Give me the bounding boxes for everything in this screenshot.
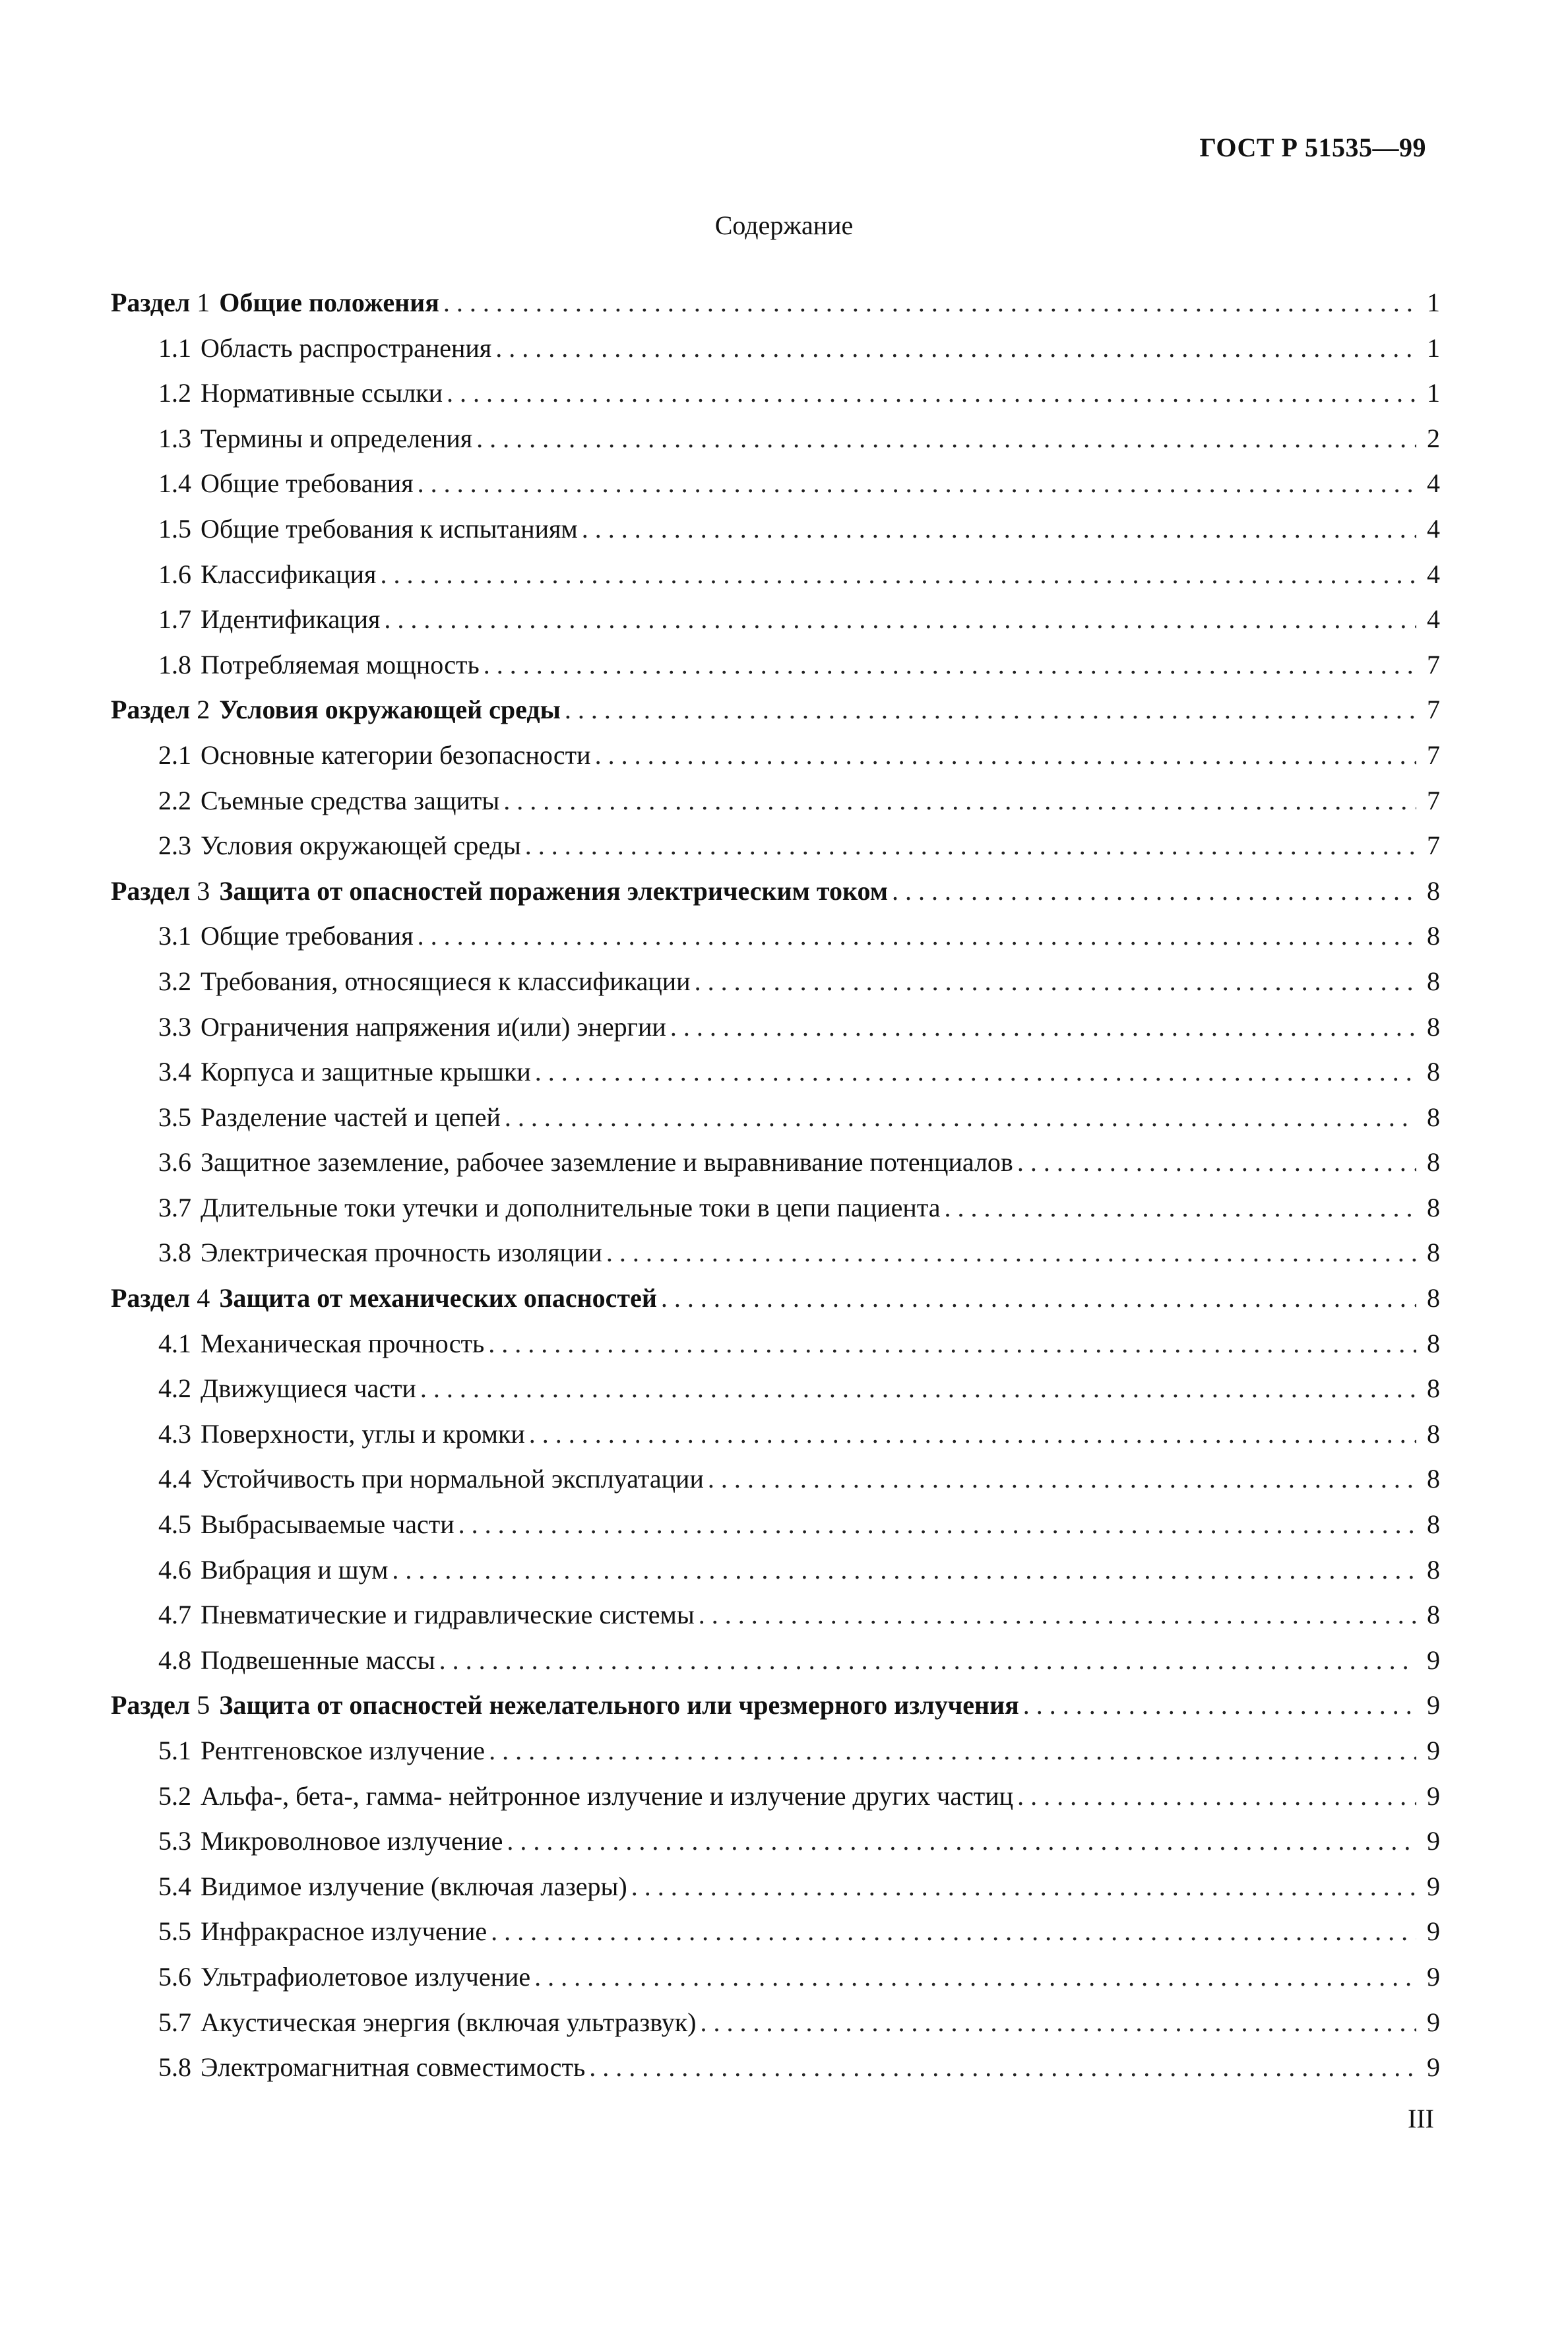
toc-title: Содержание: [714, 210, 854, 240]
dot-leader: [700, 2000, 1416, 2046]
dot-leader: [1023, 1683, 1416, 1728]
item-number: 4.1: [158, 1328, 191, 1358]
item-number: 5.2: [158, 1781, 191, 1811]
item-number: 1.5: [158, 513, 191, 544]
item-number: 4.6: [158, 1554, 191, 1585]
toc-item-row[interactable]: [111, 1230, 1440, 1276]
item-number: 2.2: [158, 785, 191, 815]
toc-item-row[interactable]: [111, 326, 1440, 371]
page-ref: 8: [1427, 1147, 1440, 1178]
toc-item-row[interactable]: [111, 1864, 1440, 1910]
page-ref: 8: [1427, 1011, 1440, 1042]
item-title: Ограничения напряжения и(или) энергии: [201, 1011, 666, 1042]
dot-leader: [476, 416, 1416, 462]
toc-section-row[interactable]: [111, 869, 1440, 914]
item-title: Ультрафиолетовое излучение: [201, 1961, 531, 1992]
item-number: 1.3: [158, 423, 191, 453]
page-ref: 8: [1427, 1373, 1440, 1404]
toc-item-row[interactable]: [111, 371, 1440, 416]
toc-item-row[interactable]: [111, 1728, 1440, 1774]
toc-item-row[interactable]: [111, 1955, 1440, 2000]
toc-section-row[interactable]: [111, 687, 1440, 733]
section-word: Раздел: [111, 288, 191, 317]
item-title: Требования, относящиеся к классификации: [201, 966, 691, 996]
dot-leader: [595, 733, 1416, 778]
section-word: Раздел: [111, 875, 191, 906]
page-ref: 1: [1427, 378, 1440, 408]
toc-item-row[interactable]: [111, 1412, 1440, 1457]
toc-item-row[interactable]: [111, 552, 1440, 598]
toc-item-row[interactable]: [111, 1819, 1440, 1864]
toc-item-row[interactable]: [111, 823, 1440, 869]
item-title: Основные категории безопасности: [201, 740, 591, 770]
item-title: Длительные токи утечки и дополнительные токи в цепи пациента: [201, 1192, 941, 1222]
section-number: 1: [197, 288, 210, 317]
dot-leader: [503, 778, 1416, 824]
toc-item-row[interactable]: [111, 1457, 1440, 1502]
toc-section-row[interactable]: [111, 1683, 1440, 1728]
item-number: 5.5: [158, 1916, 191, 1947]
page-ref: 8: [1427, 1509, 1440, 1540]
dot-leader: [631, 1864, 1416, 1910]
item-title: Классификация: [201, 559, 377, 589]
item-number: 3.1: [158, 921, 191, 951]
item-number: 4.2: [158, 1373, 191, 1404]
item-number: 5.4: [158, 1871, 191, 1901]
item-title: Вибрация и шум: [201, 1554, 389, 1585]
dot-leader: [699, 1592, 1416, 1638]
item-title: Съемные средства защиты: [201, 785, 500, 815]
dot-leader: [443, 280, 1416, 326]
toc-item-row[interactable]: [111, 1909, 1440, 1955]
item-number: 1.8: [158, 649, 191, 679]
toc-section-row[interactable]: [111, 280, 1440, 326]
dot-leader: [488, 1321, 1416, 1367]
item-title: Поверхности, углы и кромки: [201, 1418, 525, 1449]
section-word: Раздел: [111, 695, 191, 725]
toc-item-row[interactable]: [111, 416, 1440, 462]
page-ref: 9: [1427, 1645, 1440, 1675]
item-title: Общие требования к испытаниям: [201, 513, 578, 544]
item-title: Разделение частей и цепей: [201, 1102, 501, 1132]
item-title: Акустическая энергия (включая ультразвук): [201, 2007, 697, 2037]
page-ref: 9: [1427, 1690, 1440, 1720]
section-title: Общие положения: [219, 288, 439, 317]
dot-leader: [606, 1230, 1416, 1276]
item-title: Инфракрасное излучение: [201, 1916, 487, 1947]
toc-item-row[interactable]: [111, 778, 1440, 824]
item-number: 4.8: [158, 1645, 191, 1675]
item-title: Движущиеся части: [201, 1373, 416, 1404]
item-title: Нормативные ссылки: [201, 378, 443, 408]
item-number: 1.7: [158, 604, 191, 635]
standard-code: ГОСТ Р 51535—99: [1199, 133, 1426, 162]
item-title: Термины и определения: [201, 423, 473, 453]
item-number: 3.8: [158, 1238, 191, 1268]
item-title: Защитное заземление, рабочее заземление и выравнивание потенциалов: [201, 1147, 1013, 1178]
section-number: 2: [197, 695, 210, 725]
page-ref: 7: [1427, 649, 1440, 679]
section-word: Раздел: [111, 1283, 191, 1313]
item-number: 1.6: [158, 559, 191, 589]
item-title: Общие требования: [201, 468, 414, 499]
page-ref: 7: [1427, 740, 1440, 770]
toc-item-row[interactable]: [111, 733, 1440, 778]
item-number: 3.7: [158, 1192, 191, 1222]
toc-item-row[interactable]: [111, 1502, 1440, 1548]
page-ref: 9: [1427, 1826, 1440, 1856]
item-title: Электромагнитная совместимость: [201, 2052, 586, 2083]
dot-leader: [392, 1548, 1416, 1593]
toc-item-row[interactable]: [111, 959, 1440, 1005]
item-number: 4.7: [158, 1600, 191, 1630]
toc-item-row[interactable]: [111, 1095, 1440, 1141]
dot-leader: [491, 1909, 1416, 1955]
dot-leader: [1017, 1774, 1416, 1819]
page-ref: 8: [1427, 921, 1440, 951]
item-number: 1.4: [158, 468, 191, 499]
page-ref: 7: [1427, 831, 1440, 861]
item-title: Условия окружающей среды: [201, 831, 521, 861]
page-ref: 8: [1427, 1328, 1440, 1358]
section-word: Раздел: [111, 1690, 191, 1720]
toc-item-row[interactable]: [111, 1321, 1440, 1367]
item-number: 3.2: [158, 966, 191, 996]
page-ref: 7: [1427, 785, 1440, 815]
item-title: Устойчивость при нормальной эксплуатации: [201, 1464, 704, 1494]
item-number: 5.1: [158, 1736, 191, 1765]
dot-leader: [695, 959, 1416, 1005]
page-ref: 8: [1427, 1554, 1440, 1585]
page-ref: 7: [1427, 695, 1440, 725]
dot-leader: [529, 1412, 1416, 1457]
toc-item-row[interactable]: [111, 1638, 1440, 1684]
toc-item-row[interactable]: [111, 2000, 1440, 2046]
dot-leader: [507, 1819, 1416, 1864]
section-title: Условия окружающей среды: [219, 695, 561, 725]
page-ref: 8: [1427, 1418, 1440, 1449]
item-title: Потребляемая мощность: [201, 649, 480, 679]
page-ref: 8: [1427, 1102, 1440, 1132]
dot-leader: [1017, 1140, 1416, 1185]
item-title: Микроволновое излучение: [201, 1826, 503, 1856]
toc-item-row[interactable]: [111, 1050, 1440, 1095]
dot-leader: [489, 1728, 1416, 1774]
dot-leader: [447, 371, 1416, 416]
item-number: 4.4: [158, 1464, 191, 1494]
item-title: Пневматические и гидравлические системы: [201, 1600, 695, 1630]
dot-leader: [484, 643, 1416, 688]
item-number: 4.5: [158, 1509, 191, 1540]
dot-leader: [420, 1366, 1416, 1412]
dot-leader: [892, 869, 1416, 914]
item-number: 1.1: [158, 332, 191, 363]
item-number: 3.5: [158, 1102, 191, 1132]
toc-item-row[interactable]: [111, 1140, 1440, 1185]
toc-item-row[interactable]: [111, 1366, 1440, 1412]
toc-item-row[interactable]: [111, 597, 1440, 643]
dot-leader: [439, 1638, 1416, 1684]
page-ref: 9: [1427, 1916, 1440, 1947]
toc-item-row[interactable]: [111, 461, 1440, 507]
item-title: Подвешенные массы: [201, 1645, 435, 1675]
page-ref: 8: [1427, 1600, 1440, 1630]
page-ref: 8: [1427, 1283, 1440, 1313]
table-of-contents: [111, 280, 1440, 2091]
item-title: Общие требования: [201, 921, 414, 951]
dot-leader: [582, 507, 1416, 552]
item-title: Механическая прочность: [201, 1328, 485, 1358]
page-ref: 9: [1427, 2052, 1440, 2083]
dot-leader: [708, 1457, 1416, 1502]
item-title: Корпуса и защитные крышки: [201, 1057, 531, 1087]
item-title: Электрическая прочность изоляции: [201, 1238, 602, 1268]
dot-leader: [670, 1005, 1416, 1050]
page-ref: 1: [1427, 332, 1440, 363]
page-ref: 9: [1427, 2007, 1440, 2037]
dot-leader: [945, 1185, 1416, 1231]
page-ref: 8: [1427, 1238, 1440, 1268]
section-number: 3: [197, 875, 210, 906]
page-ref: 9: [1427, 1736, 1440, 1765]
toc-item-row[interactable]: [111, 1185, 1440, 1231]
toc-item-row[interactable]: [111, 643, 1440, 688]
section-title: Защита от механических опасностей: [219, 1283, 657, 1313]
page-ref: 8: [1427, 1192, 1440, 1222]
dot-leader: [495, 326, 1416, 371]
dot-leader: [458, 1502, 1416, 1548]
page-ref: 8: [1427, 966, 1440, 996]
toc-item-row[interactable]: [111, 914, 1440, 959]
item-title: Выбрасываемые части: [201, 1509, 455, 1540]
item-title: Идентификация: [201, 604, 381, 635]
section-title: Защита от опасностей нежелательного или чрезмерного излучения: [219, 1690, 1019, 1720]
toc-section-row[interactable]: [111, 1276, 1440, 1321]
page-ref: 8: [1427, 1057, 1440, 1087]
item-number: 5.6: [158, 1961, 191, 1992]
item-number: 5.3: [158, 1826, 191, 1856]
dot-leader: [525, 823, 1416, 869]
toc-item-row[interactable]: [111, 1005, 1440, 1050]
dot-leader: [505, 1095, 1416, 1141]
toc-item-row[interactable]: [111, 1548, 1440, 1593]
item-title: Альфа-, бета-, гамма- нейтронное излучение и излучение других частиц: [201, 1781, 1014, 1811]
toc-item-row[interactable]: [111, 507, 1440, 552]
page-ref: 9: [1427, 1871, 1440, 1901]
item-number: 4.3: [158, 1418, 191, 1449]
item-number: 2.1: [158, 740, 191, 770]
section-number: 5: [197, 1690, 210, 1720]
page-ref: 8: [1427, 1464, 1440, 1494]
page-ref: 1: [1427, 288, 1440, 317]
dot-leader: [661, 1276, 1416, 1321]
item-title: Область распространения: [201, 332, 492, 363]
section-title: Защита от опасностей поражения электрическим током: [219, 875, 888, 906]
page-ref: 2: [1427, 423, 1440, 453]
item-number: 2.3: [158, 831, 191, 861]
page-ref: 4: [1427, 559, 1440, 589]
item-number: 5.8: [158, 2052, 191, 2083]
page-number: III: [1408, 2104, 1434, 2133]
item-title: Рентгеновское излучение: [201, 1736, 486, 1765]
dot-leader: [534, 1955, 1416, 2000]
dot-leader: [380, 552, 1416, 598]
dot-leader: [418, 461, 1416, 507]
toc-item-row[interactable]: [111, 2045, 1440, 2091]
toc-item-row[interactable]: [111, 1774, 1440, 1819]
dot-leader: [418, 914, 1416, 959]
page-ref: 8: [1427, 875, 1440, 906]
dot-leader: [535, 1050, 1416, 1095]
page-ref: 4: [1427, 604, 1440, 635]
page-ref: 9: [1427, 1781, 1440, 1811]
item-number: 3.3: [158, 1011, 191, 1042]
page-ref: 4: [1427, 513, 1440, 544]
dot-leader: [384, 597, 1416, 643]
item-number: 5.7: [158, 2007, 191, 2037]
toc-item-row[interactable]: [111, 1592, 1440, 1638]
dot-leader: [565, 687, 1416, 733]
dot-leader: [589, 2045, 1416, 2091]
section-number: 4: [197, 1283, 210, 1313]
item-number: 3.4: [158, 1057, 191, 1087]
page-ref: 4: [1427, 468, 1440, 499]
item-number: 1.2: [158, 378, 191, 408]
item-number: 3.6: [158, 1147, 191, 1178]
item-title: Видимое излучение (включая лазеры): [201, 1871, 627, 1901]
page-ref: 9: [1427, 1961, 1440, 1992]
